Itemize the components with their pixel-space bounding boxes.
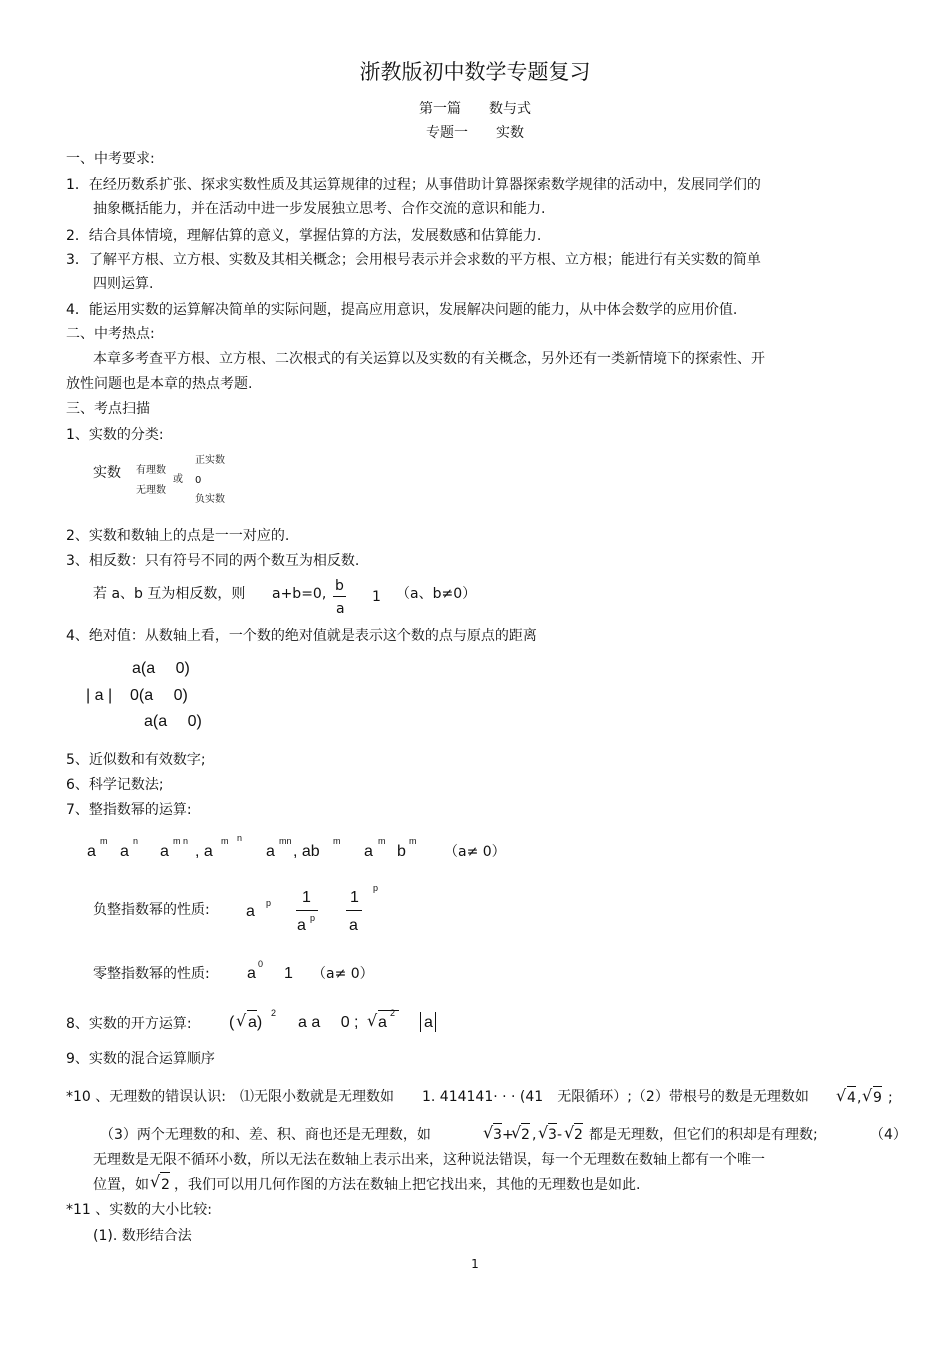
roots-open-paren: ( [229,1014,235,1031]
sqrt-2-radicand: 2 [521,1127,530,1143]
pow-m1: m [100,836,108,846]
sqrt-9-radicand: 9 [873,1090,882,1106]
section-heading-hotspots: 二、中考热点: [66,326,155,342]
neg-p: p [266,898,272,908]
pow-mn-sum: m n [173,836,189,846]
sqrt-4-radicand: 4 [847,1090,856,1106]
sqrt-icon: √ [367,1011,378,1030]
requirement-4: 4．能运用实数的运算解决简单的实际问题，提高应用意识，发展解决问题的能力，从中体会数学的应用价值. [66,302,738,318]
pow-comma-a: , a [195,843,213,860]
sqrt-icon: √ [862,1086,873,1105]
radical-bar [160,1172,170,1173]
point-10-line4-cont: ，我们可以用几何作图的方法在数轴上把它找出来，其他的无理数也是如此. [174,1177,641,1193]
fraction-numerator-b: b [335,578,344,594]
hotspots-paragraph-line2: 放性问题也是本章的热点考题. [66,376,253,392]
point-3-opposite: 3、相反数：只有符号不同的两个数互为相反数. [66,553,360,569]
part-title: 第一篇 数与式 [419,101,531,117]
point-10-line3: 无理数是无限不循环小数，所以无法在数轴上表示出来，这种说法错误，每一个无理数在数轴上都有一个唯一 [93,1152,765,1168]
pow-a2: a [120,843,129,860]
class-irrational: 无理数 [136,485,166,496]
sqrt-icon: √ [511,1123,522,1142]
pow-a4: a [266,843,275,860]
section-heading-scan: 三、考点扫描 [66,401,150,417]
neg-outer-p: p [373,883,379,893]
radical-bar [521,1123,530,1124]
abs-case-positive: a(a 0) [132,660,190,677]
sqrt-3-radicand: 3 [548,1127,557,1143]
zero-result-one: 1 [284,965,293,982]
pow-mn-product: mn [279,836,292,846]
roots-a-close: a) [248,1014,263,1031]
requirement-3-line1: 3．了解平方根、立方根、实数及其相关概念；会用根号表示并会求数的平方根、立方根；能进行有关实数的简单 [66,252,761,268]
pow-b: b [397,843,406,860]
radical-bar [847,1086,856,1087]
class-real-number: 实数 [93,465,121,481]
neg-frac2-bar [346,910,362,911]
neg-frac1-num: 1 [302,889,311,906]
requirement-3-line2: 四则运算. [93,276,154,292]
abs-case-zero: 0(a 0) [130,687,188,704]
radical-bar [548,1123,557,1124]
roots-middle: a a 0 ; [298,1014,359,1031]
pow-n1: n [133,836,139,846]
roots-radicand-a: a [378,1014,387,1031]
requirement-2: 2．结合具体情境，理解估算的意义，掌握估算的方法，发展数感和估算能力. [66,228,542,244]
sqrt-2-radicand: 2 [574,1127,583,1143]
point-8-roots-label: 8、实数的开方运算: [66,1016,192,1032]
sqrt-icon: √ [836,1086,847,1105]
requirement-1-line2: 抽象概括能力，并在活动中进一步发展独立思考、合作交流的意识和能力. [93,201,546,217]
pow-m2: m [221,836,229,846]
sqrt-icon: √ [236,1011,247,1030]
semicolon: ; [888,1090,893,1106]
point-5-approximation: 5、近似数和有效数字; [66,752,206,768]
fraction-denominator-a: a [336,601,345,617]
neg-frac1-bar [296,910,318,911]
neg-a: a [246,903,255,920]
roots-square1: 2 [271,1008,277,1018]
neg-frac1-den-p: p [310,913,316,923]
pow-m5: m [409,836,417,846]
abs-bar-right [435,1012,436,1032]
plus-sign: + [502,1127,514,1143]
class-negative: 负实数 [195,494,225,505]
zero-nonzero-condition: （a≠ 0） [312,966,374,982]
point-1-classification: 1、实数的分类: [66,427,164,443]
class-zero: 0 [195,475,202,486]
page-title: 浙教版初中数学专题复习 [359,60,591,84]
class-positive: 正实数 [195,455,225,466]
zero-exponent-label: 零整指数幂的性质: [93,966,210,982]
point-10-line1: *10 、无理数的错误认识: ⑴无限小数就是无理数如 1. 414141· · · (41 无限循环）;（2）带根号的数是无理数如 [66,1089,809,1105]
negative-exponent-label: 负整指数幂的性质: [93,902,210,918]
abs-lhs: | a | [86,687,113,704]
opposite-condition-text: 若 a、b 互为相反数，则 [93,586,246,602]
point-2-number-line: 2、实数和数轴上的点是一一对应的. [66,528,290,544]
point-7-integer-exponents: 7、整指数幂的运算: [66,802,192,818]
topic-title: 专题一 实数 [426,125,524,141]
opposite-value-one: 1 [372,589,381,605]
pow-ab: , ab [293,843,320,860]
comma: , [532,1127,537,1143]
radical-bar [493,1123,502,1124]
sqrt-icon: √ [150,1172,161,1191]
pow-a3: a [160,843,169,860]
point-6-scientific-notation: 6、科学记数法; [66,777,164,793]
neg-frac2-den: a [349,917,358,934]
sqrt-2-radicand: 2 [161,1177,170,1193]
pow-a5: a [364,843,373,860]
pow-nonzero-condition: （a≠ 0） [444,844,506,860]
page-number: 1 [471,1257,479,1271]
point-10-line2: （3）两个无理数的和、差、积、商也还是无理数，如 [100,1127,431,1143]
sqrt-icon: √ [483,1123,494,1142]
sqrt-icon: √ [564,1123,575,1142]
pow-n2: n [237,833,243,843]
abs-bar-left [420,1012,421,1032]
requirement-1-line1: 1．在经历数系扩张、探求实数性质及其运算规律的过程；从事借助计算器探索数学规律的活动中，发展同学们的 [66,177,761,193]
point-10-item4-marker: （4） [870,1127,907,1143]
point-10-line4: 位置，如 [93,1177,149,1193]
pow-m4: m [378,836,386,846]
point-11-comparison: *11 、实数的大小比较: [66,1202,212,1218]
zero-a: a [247,965,256,982]
pow-a1: a [87,843,96,860]
opposite-sum: a+b=0, [272,586,327,602]
class-or: 或 [173,474,183,485]
hotspots-paragraph-line1: 本章多考查平方根、立方根、二次根式的有关运算以及实数的有关概念，另外还有一类新情境下的探索性、开 [93,351,765,367]
sqrt-icon: √ [538,1123,549,1142]
minus-sign: - [557,1127,563,1143]
opposite-nonzero-condition: （a、b≠0） [396,586,477,602]
radical-bar [574,1123,583,1124]
point-11-method-1: (1). 数形结合法 [93,1228,192,1244]
class-rational: 有理数 [136,465,166,476]
radical-bar [873,1086,882,1087]
radical-bar [247,1010,257,1011]
pow-m3: m [333,836,341,846]
point-10-line2-cont: 都是无理数，但它们的积却是有理数; [589,1127,818,1143]
fraction-bar [333,596,346,597]
neg-frac1-den-a: a [297,917,306,934]
comma: , [857,1090,862,1106]
point-9-mixed-operations: 9、实数的混合运算顺序 [66,1051,215,1067]
zero-exp: 0 [258,959,264,969]
section-heading-requirements: 一、中考要求: [66,151,155,167]
radical-bar [378,1010,399,1011]
point-4-absolute-value: 4、绝对值：从数轴上看，一个数的绝对值就是表示这个数的点与原点的距离 [66,628,537,644]
roots-square2: 2 [390,1008,396,1018]
roots-abs-a: a [424,1014,433,1031]
abs-case-negative: a(a 0) [144,713,202,730]
sqrt-3-radicand: 3 [493,1127,502,1143]
neg-frac2-num: 1 [350,889,359,906]
